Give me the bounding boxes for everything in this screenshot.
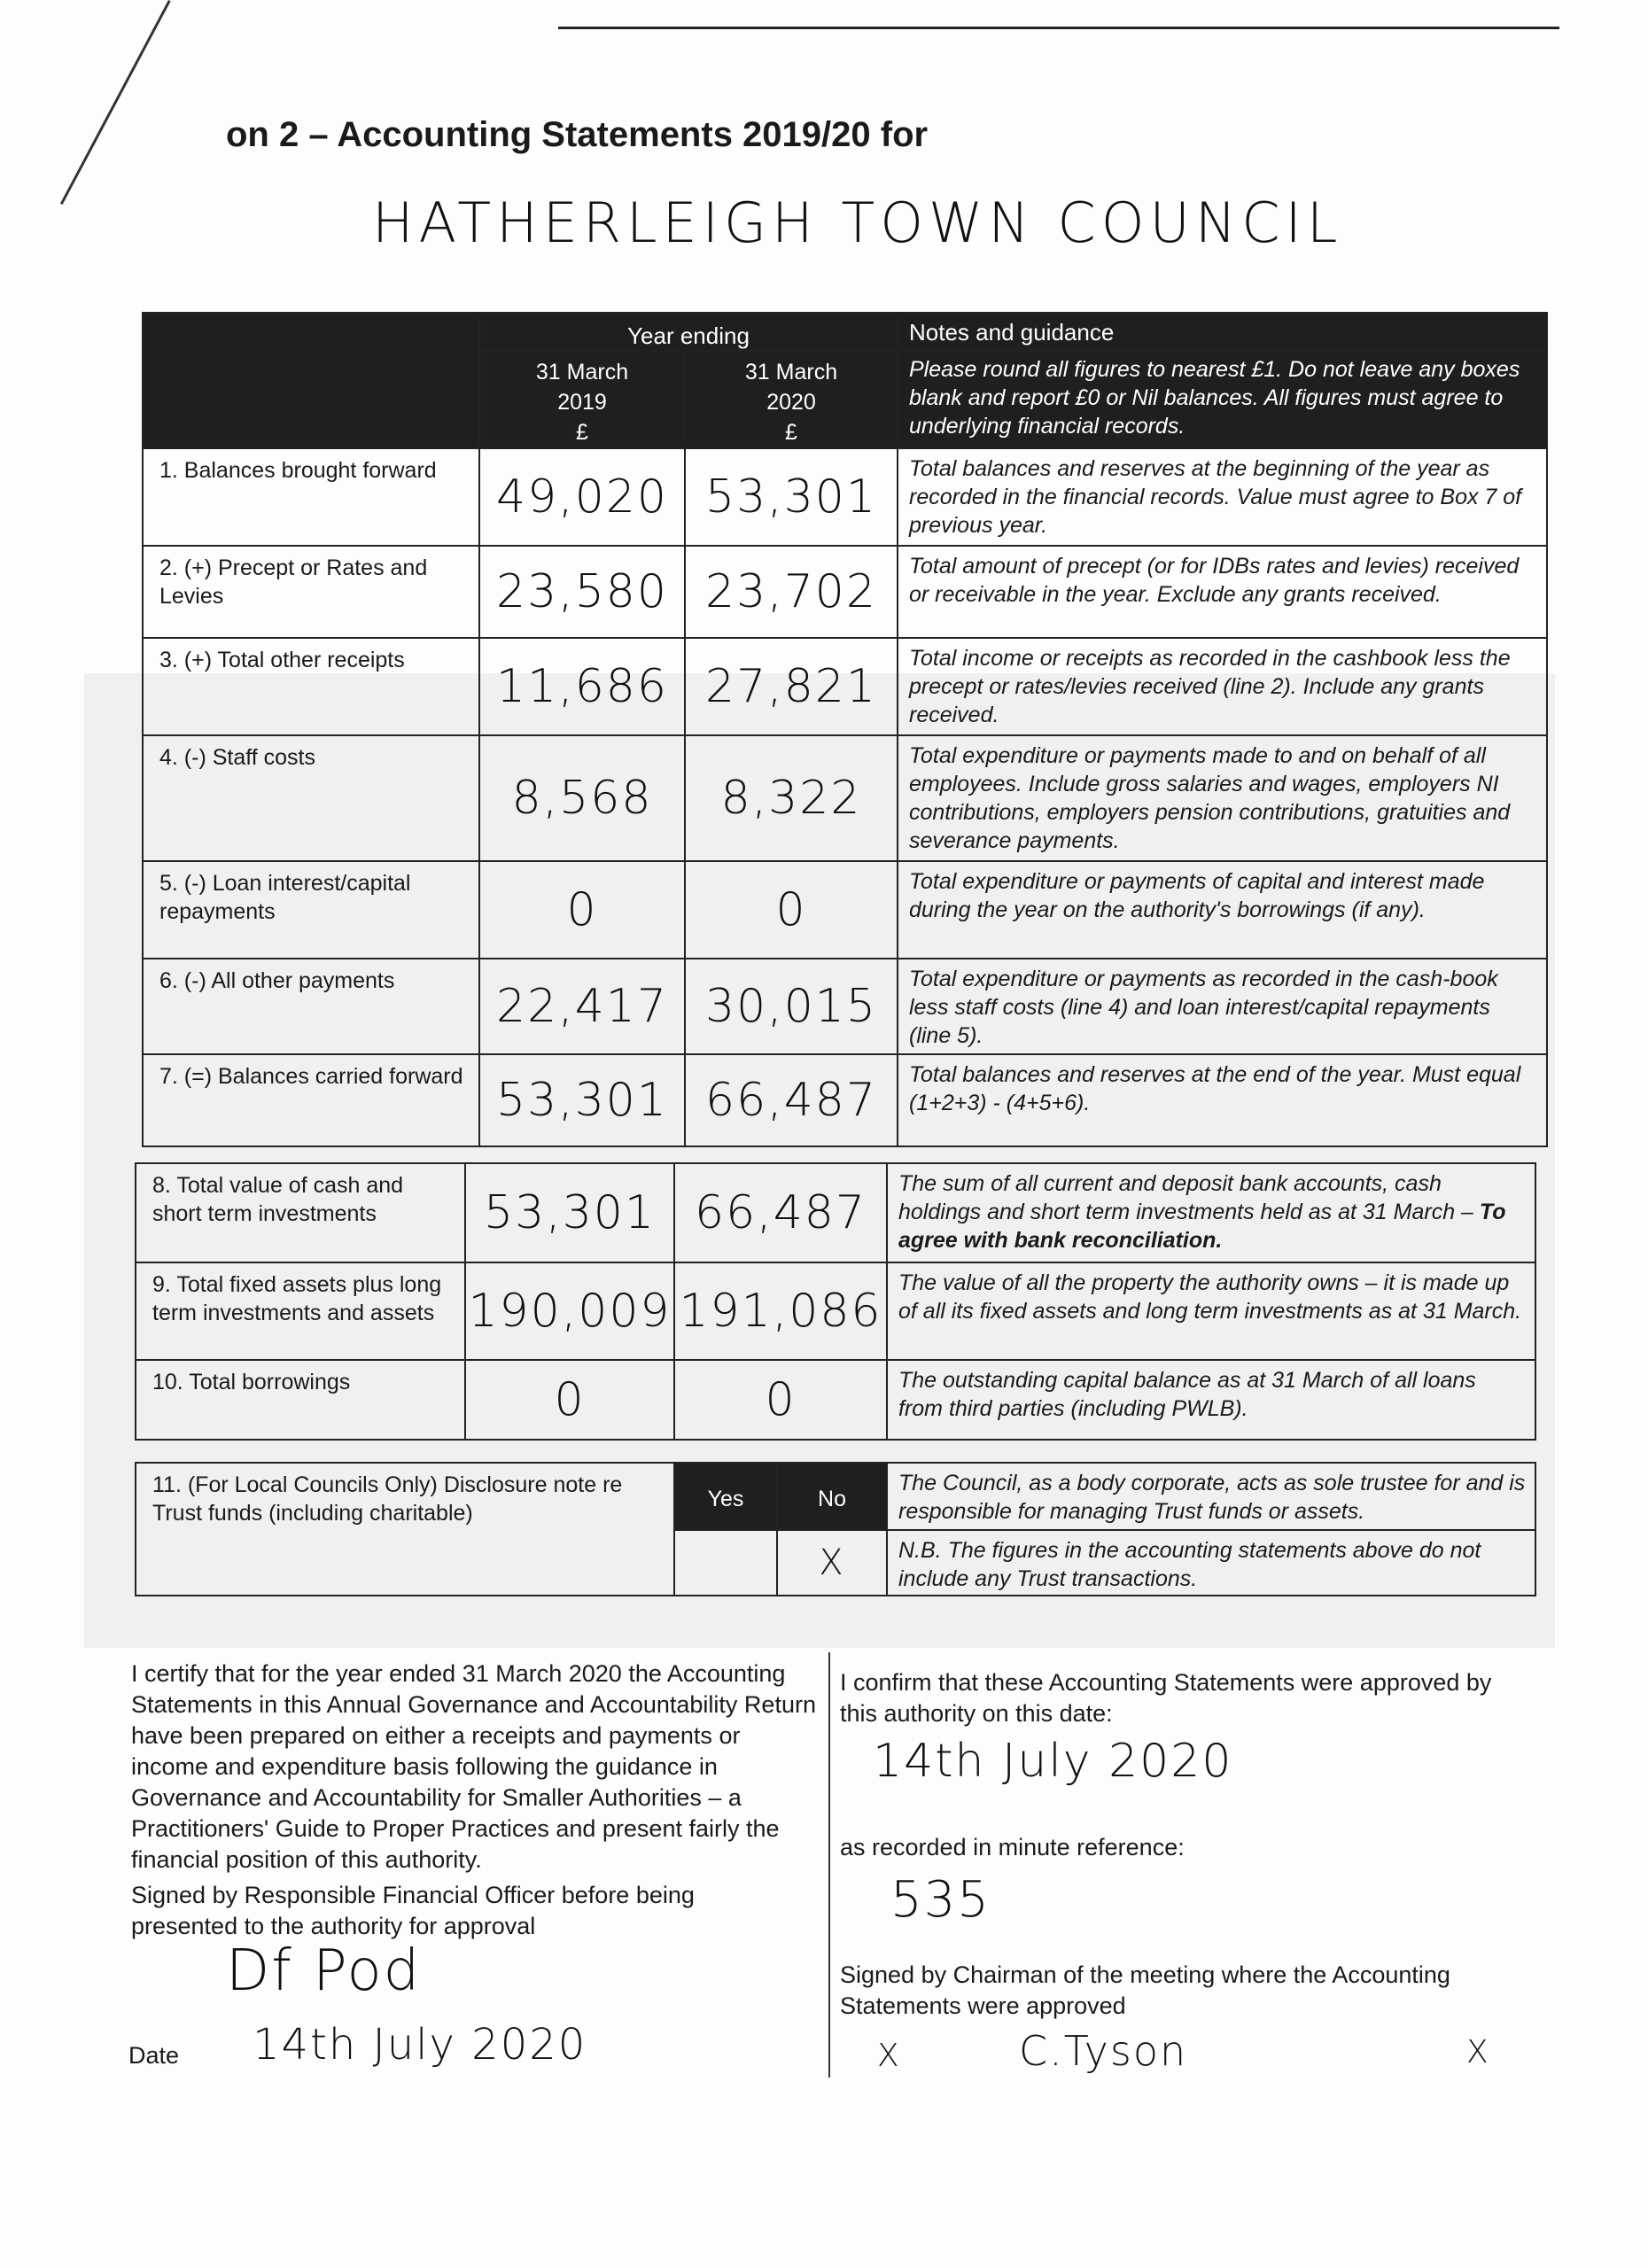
trust-note-1: The Council, as a body corporate, acts as sole trustee for and is responsible for managing Trust funds or assets. [887, 1463, 1535, 1530]
trust-label: 11. (For Local Councils Only) Disclosure note re Trust funds (including charitable) [136, 1463, 674, 1596]
table-row [136, 1360, 1535, 1440]
table-row [143, 448, 1547, 546]
table-row [143, 546, 1547, 638]
rfo-certification-text: I certify that for the year ended 31 March 2020 the Accounting Statements in this Annual Governance and Accountability Return have been prepared on either a receipts and payments or income and expenditure basis following the guidance in Governance and Accountability for Smaller Authorities – a Practitioners' Guide to Proper Practices and present fairly the financial position of this authority. [131, 1660, 816, 1873]
table-row [143, 638, 1547, 735]
accounting-statements-table [142, 312, 1548, 1147]
trust-no-mark: X [777, 1530, 887, 1596]
approval-date: 14th July 2020 [873, 1735, 1233, 1788]
table-row [143, 735, 1547, 861]
row-label: 3. (+) Total other receipts [143, 638, 479, 735]
trust-note-2: N.B. The figures in the accounting statements above do not include any Trust transactions. [887, 1530, 1535, 1596]
chair-signed-text: Signed by Chairman of the meeting where the Accounting Statements were approved [840, 1961, 1450, 2019]
trust-no-header: No [777, 1463, 887, 1530]
scan-fold-line [60, 0, 171, 205]
trust-funds-table [135, 1462, 1536, 1596]
row-note: Total balances and reserves at the beginning of the year as recorded in the financial records. Value must agree to Box 7 of previous year. [898, 448, 1547, 546]
rfo-date-value: 14th July 2020 [253, 2020, 587, 2070]
approval-text: I confirm that these Accounting Statements were approved by this authority on this date: [840, 1669, 1492, 1727]
rfo-signature: Df Pod [226, 1938, 422, 2004]
date-label: Date [128, 2042, 180, 2069]
row-label: 9. Total fixed assets plus long term investments and assets [136, 1262, 465, 1360]
value-2019: 11,686 [479, 638, 685, 735]
value-2020: 53,301 [685, 448, 898, 546]
row-note: The value of all the property the authority owns – it is made up of all its fixed assets and long term investments as at 31 March. [887, 1262, 1535, 1360]
value-2020: 23,702 [685, 546, 898, 638]
value-2020: 0 [685, 861, 898, 959]
value-2020: 27,821 [685, 638, 898, 735]
year-ending-header: Year ending [479, 313, 898, 351]
minute-label: as recorded in minute reference: [840, 1834, 1185, 1860]
value-2020: 30,015 [685, 959, 898, 1054]
value-2020: 191,086 [674, 1262, 887, 1360]
value-2019: 190,009 [465, 1262, 674, 1360]
value-2019: 53,301 [479, 1054, 685, 1146]
council-name: HATHERLEIGH TOWN COUNCIL [372, 190, 1343, 255]
value-2020: 8,322 [685, 735, 898, 861]
value-2019: 8,568 [479, 735, 685, 861]
row-label: 10. Total borrowings [136, 1360, 465, 1440]
header-blank [143, 313, 479, 448]
table-row [143, 1054, 1547, 1146]
table-row [136, 1163, 1535, 1262]
row-note: The outstanding capital balance as at 31 March of all loans from third parties (including PWLB). [887, 1360, 1535, 1440]
value-2019: 0 [479, 861, 685, 959]
chair-mark: X [877, 2038, 901, 2074]
value-2019: 0 [465, 1360, 674, 1440]
value-2019: 23,580 [479, 546, 685, 638]
assets-table [135, 1162, 1536, 1441]
trust-yes-header: Yes [674, 1463, 777, 1530]
row-label: 7. (=) Balances carried forward [143, 1054, 479, 1146]
scan-top-line [558, 27, 1559, 29]
row-label: 5. (-) Loan interest/capital repayments [143, 861, 479, 959]
row-note: Total expenditure or payments of capital and interest made during the year on the authority's borrowings (if any). [898, 861, 1547, 959]
cert-divider [828, 1652, 830, 2078]
row-label: 2. (+) Precept or Rates and Levies [143, 546, 479, 638]
value-2019: 53,301 [465, 1163, 674, 1262]
notes-header: Notes and guidance [898, 313, 1547, 351]
row-note: Total expenditure or payments as recorded in the cash-book less staff costs (line 4) and loan interest/capital repayments (line 5). [898, 959, 1547, 1054]
row-note: Total expenditure or payments made to and on behalf of all employees. Include gross salaries and wages, employers NI contributions, employers pension contributions, gratuities and severance payments. [898, 735, 1547, 861]
table-row [143, 861, 1547, 959]
col-2019-header: 31 March 2019 £ [479, 351, 685, 448]
page-title: on 2 – Accounting Statements 2019/20 for [226, 115, 929, 154]
value-2019: 49,020 [479, 448, 685, 546]
row-note: Total balances and reserves at the end of the year. Must equal (1+2+3) - (4+5+6). [898, 1054, 1547, 1146]
row-note: The sum of all current and deposit bank accounts, cash holdings and short term investments held as at 31 March – To agree with bank reconciliation. [887, 1163, 1535, 1262]
row-note: Total amount of precept (or for IDBs rates and levies) received or receivable in the year. Exclude any grants received. [898, 546, 1547, 638]
chair-mark-2: X [1466, 2034, 1490, 2070]
minute-reference: 535 [890, 1871, 991, 1929]
rfo-signed-text: Signed by Responsible Financial Officer before being presented to the authority for approval [131, 1882, 695, 1939]
row-label: 8. Total value of cash and short term investments [136, 1163, 465, 1262]
row-label: 4. (-) Staff costs [143, 735, 479, 861]
row-label: 6. (-) All other payments [143, 959, 479, 1054]
col-2020-header: 31 March 2020 £ [685, 351, 898, 448]
row-label: 1. Balances brought forward [143, 448, 479, 546]
value-2020: 0 [674, 1360, 887, 1440]
notes-intro: Please round all figures to nearest £1. Do not leave any boxes blank and report £0 or Nil balances. All figures must agree to underlying financial records. [898, 351, 1547, 448]
table-row [136, 1262, 1535, 1360]
value-2020: 66,487 [674, 1163, 887, 1262]
table-row [143, 959, 1547, 1054]
value-2020: 66,487 [685, 1054, 898, 1146]
chair-signature: C.Tyson [1019, 2027, 1188, 2075]
row-note: Total income or receipts as recorded in the cashbook less the precept or rates/levies received (line 2). Include any grants received. [898, 638, 1547, 735]
trust-yes-cell [674, 1530, 777, 1596]
value-2019: 22,417 [479, 959, 685, 1054]
